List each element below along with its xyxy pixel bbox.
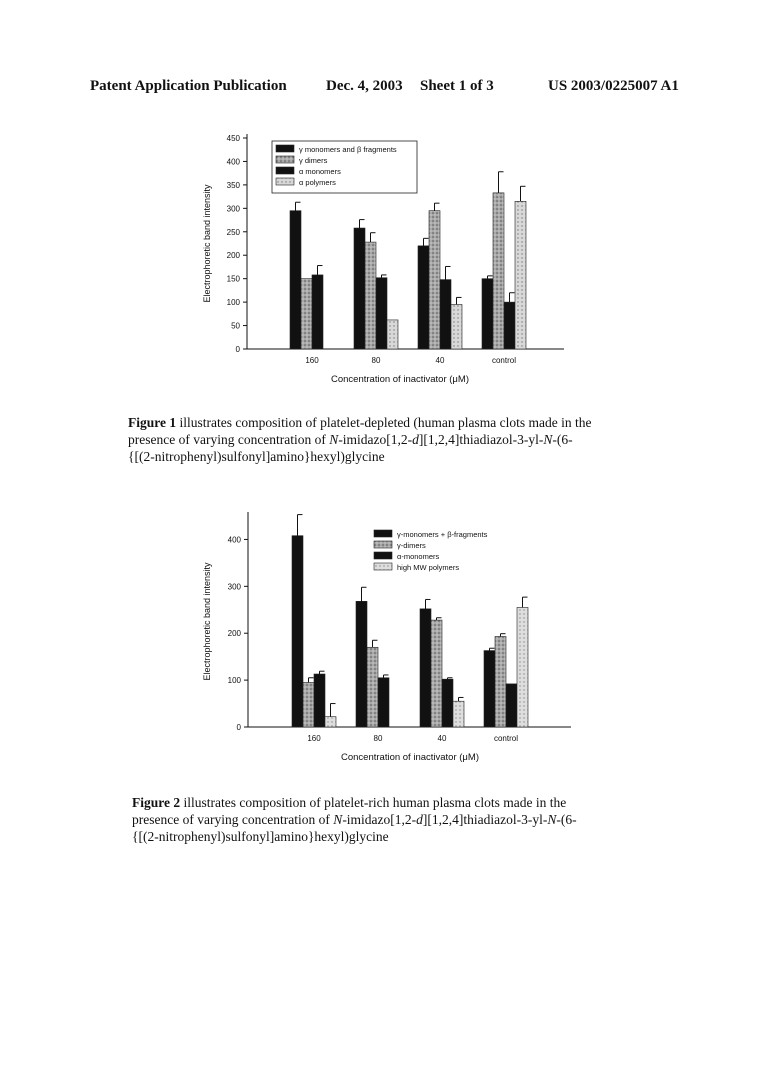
x-tick-label: 160 [305,356,319,365]
bar [303,682,314,727]
legend-label: α-monomers [397,552,440,561]
legend-swatch [276,178,294,185]
bar [365,242,376,349]
bar [429,211,440,349]
y-tick-label: 50 [231,321,240,331]
bar [484,651,495,727]
caption-italic: N [547,812,557,827]
legend-swatch [374,552,392,559]
caption-text: presence of varying concentration of [132,812,334,827]
caption-italic: d [416,812,423,827]
y-tick-label: 100 [227,676,241,686]
caption-italic: N [329,432,339,447]
legend-label: γ dimers [299,156,328,165]
legend-label: α monomers [299,167,341,176]
caption-line [128,414,668,431]
bar [387,320,398,349]
page-header [90,78,690,100]
caption-line [132,794,672,811]
y-axis-title: Electrophoretic band intensity [202,562,212,681]
bar [314,674,325,727]
bar [515,201,526,349]
legend-swatch [276,145,294,152]
y-tick-label: 150 [226,274,240,284]
legend-swatch [374,563,392,570]
x-tick-label: 80 [373,734,383,743]
bar [451,304,462,349]
caption-line [128,431,668,448]
sheet-number: Sheet 1 of 3 [420,78,494,94]
x-tick-label: 40 [437,734,447,743]
y-tick-label: 100 [226,298,240,308]
legend-swatch [276,167,294,174]
bar [493,193,504,349]
caption-text: presence of varying concentration of [128,432,330,447]
bar [517,607,528,727]
bar [504,302,515,349]
legend-label: γ monomers and β fragments [299,145,397,154]
legend-swatch [374,541,392,548]
publication-label: Patent Application Publication [90,78,287,94]
y-tick-label: 200 [226,251,240,261]
y-tick-label: 300 [227,582,241,592]
bar [376,278,387,349]
bar [292,536,303,727]
bar [506,684,517,727]
y-tick-label: 400 [227,535,241,545]
y-tick-label: 300 [226,204,240,214]
bar [354,228,365,349]
caption-italic: N [543,432,553,447]
bar [301,279,312,349]
x-tick-label: 160 [307,734,321,743]
bar [378,678,389,727]
y-tick-label: 400 [226,157,240,167]
bar [325,717,336,727]
legend-swatch [374,530,392,537]
bar [290,211,301,349]
bar [453,701,464,727]
bar [367,647,378,727]
caption-text: -imidazo[1,2- [342,812,417,827]
bar [356,601,367,727]
figure-1-caption [128,414,668,465]
caption-italic: d [412,432,419,447]
y-tick-label: 450 [226,134,240,143]
caption-text: -imidazo[1,2- [338,432,413,447]
y-tick-label: 350 [226,180,240,190]
y-tick-label: 0 [235,345,240,354]
x-tick-label: control [491,356,517,365]
legend-label: γ-monomers + β-fragments [397,530,488,539]
caption-line: {[(2-nitrophenyl)sulfonyl]amino}hexyl)glycine [128,449,385,464]
bar [312,275,323,349]
bar [418,246,429,349]
legend-label: α polymers [299,178,336,187]
caption-text: illustrates composition of platelet-depleted (human plasma clots made in the [176,415,592,430]
x-tick-label: 80 [371,356,381,365]
x-tick-label: 40 [435,356,445,365]
x-axis-title: Concentration of inactivator (μM) [330,374,470,385]
y-tick-label: 200 [227,629,241,639]
caption-line [132,811,672,828]
caption-text: -(6- [556,812,577,827]
figure-1-chart [200,128,580,390]
patent-number: US 2003/0225007 A1 [548,78,679,94]
y-tick-label: 250 [226,227,240,237]
caption-text: ][1,2,4]thiadiazol-3-yl- [418,432,544,447]
x-tick-label: control [493,734,519,743]
bar [440,280,451,349]
figure-2-label: Figure 2 [132,795,181,810]
x-axis-title: Concentration of inactivator (μM) [340,752,480,763]
caption-text: -(6- [552,432,573,447]
y-axis-title: Electrophoretic band intensity [202,184,212,303]
legend-label: high MW polymers [397,563,460,572]
legend-swatch [276,156,294,163]
bar [420,609,431,727]
bar [482,279,493,349]
bar [495,637,506,727]
caption-text: ][1,2,4]thiadiazol-3-yl- [422,812,548,827]
bar [431,620,442,727]
figure-1-label: Figure 1 [128,415,177,430]
bar [442,679,453,727]
publication-date: Dec. 4, 2003 [326,78,403,94]
figure-2-chart [198,508,583,770]
caption-italic: N [333,812,343,827]
caption-line: {[(2-nitrophenyl)sulfonyl]amino}hexyl)glycine [132,829,389,844]
figure-2-caption [132,794,672,845]
caption-text: illustrates composition of platelet-rich human plasma clots made in the [180,795,567,810]
legend-label: γ-dimers [397,541,426,550]
y-tick-label: 0 [236,723,241,732]
